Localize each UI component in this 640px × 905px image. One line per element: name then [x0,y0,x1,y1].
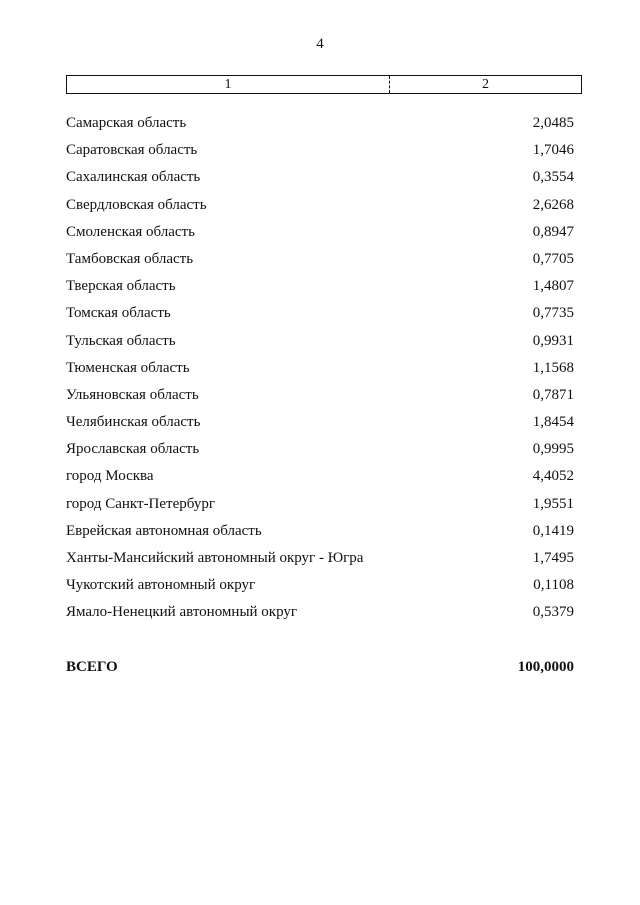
region-name: Еврейская автономная область [66,522,262,539]
table-row [66,547,574,574]
region-value: 2,6268 [532,196,574,213]
table-row [66,221,574,248]
total-label: ВСЕГО [66,659,118,675]
table-row [66,438,574,465]
region-name: Чукотский автономный округ [66,577,256,594]
table-row [66,166,574,193]
column-header-1: 1 [67,76,390,93]
region-value: 1,1568 [532,359,574,376]
table-body [66,112,574,629]
table-row [66,139,574,166]
region-value: 1,7046 [532,142,574,159]
table-row [66,248,574,275]
region-name: город Санкт-Петербург [66,495,215,512]
region-value: 1,7495 [532,550,574,566]
region-name: Ульяновская область [66,386,199,403]
table-row [66,411,574,438]
region-value: 0,8947 [532,223,574,240]
table-row [66,112,574,139]
region-value: 1,9551 [532,495,574,512]
region-name: Саратовская область [66,142,198,159]
table-header [66,75,582,94]
region-name: Тверская область [66,278,176,295]
region-value: 0,7705 [532,250,574,267]
table-row [66,493,574,520]
table-row [66,384,574,411]
region-name: Ямало-Ненецкий автономный округ [66,604,298,621]
column-header-2: 2 [482,77,489,92]
region-name: Томская область [66,305,171,322]
region-value: 0,7735 [532,305,574,322]
region-name: Свердловская область [66,196,207,213]
region-value: 0,3554 [532,169,574,186]
region-name: город Москва [66,468,154,485]
region-name: Сахалинская область [66,169,201,186]
region-value: 1,8454 [532,414,574,431]
table-row [66,330,574,357]
table-row [66,574,574,601]
region-value: 0,9931 [532,332,574,349]
region-value: 0,9995 [532,441,574,458]
table-row [66,520,574,547]
region-name: Тульская область [66,332,176,349]
region-name: Челябинская область [66,414,201,431]
table-row [66,601,574,628]
region-value: 0,1419 [532,522,574,539]
region-value: 4,4052 [532,468,574,485]
region-value: 0,7871 [532,386,574,403]
total-row [66,656,574,678]
region-name: Тамбовская область [66,250,194,267]
region-name: Смоленская область [66,223,195,240]
total-value: 100,0000 [517,659,574,675]
region-name: Самарская область [66,115,187,131]
table-row [66,302,574,329]
region-value: 2,0485 [532,115,574,131]
page-number: 4 [316,36,324,52]
region-value: 0,5379 [532,604,574,621]
region-name: Тюменская область [66,359,190,376]
region-value: 1,4807 [532,278,574,295]
table-row [66,465,574,492]
table-row [66,357,574,384]
table-row [66,275,574,302]
region-value: 0,1108 [533,577,574,594]
region-name: Ярославская область [66,441,200,458]
table-row [66,194,574,221]
region-name: Ханты-Мансийский автономный округ - Югра [66,550,364,566]
